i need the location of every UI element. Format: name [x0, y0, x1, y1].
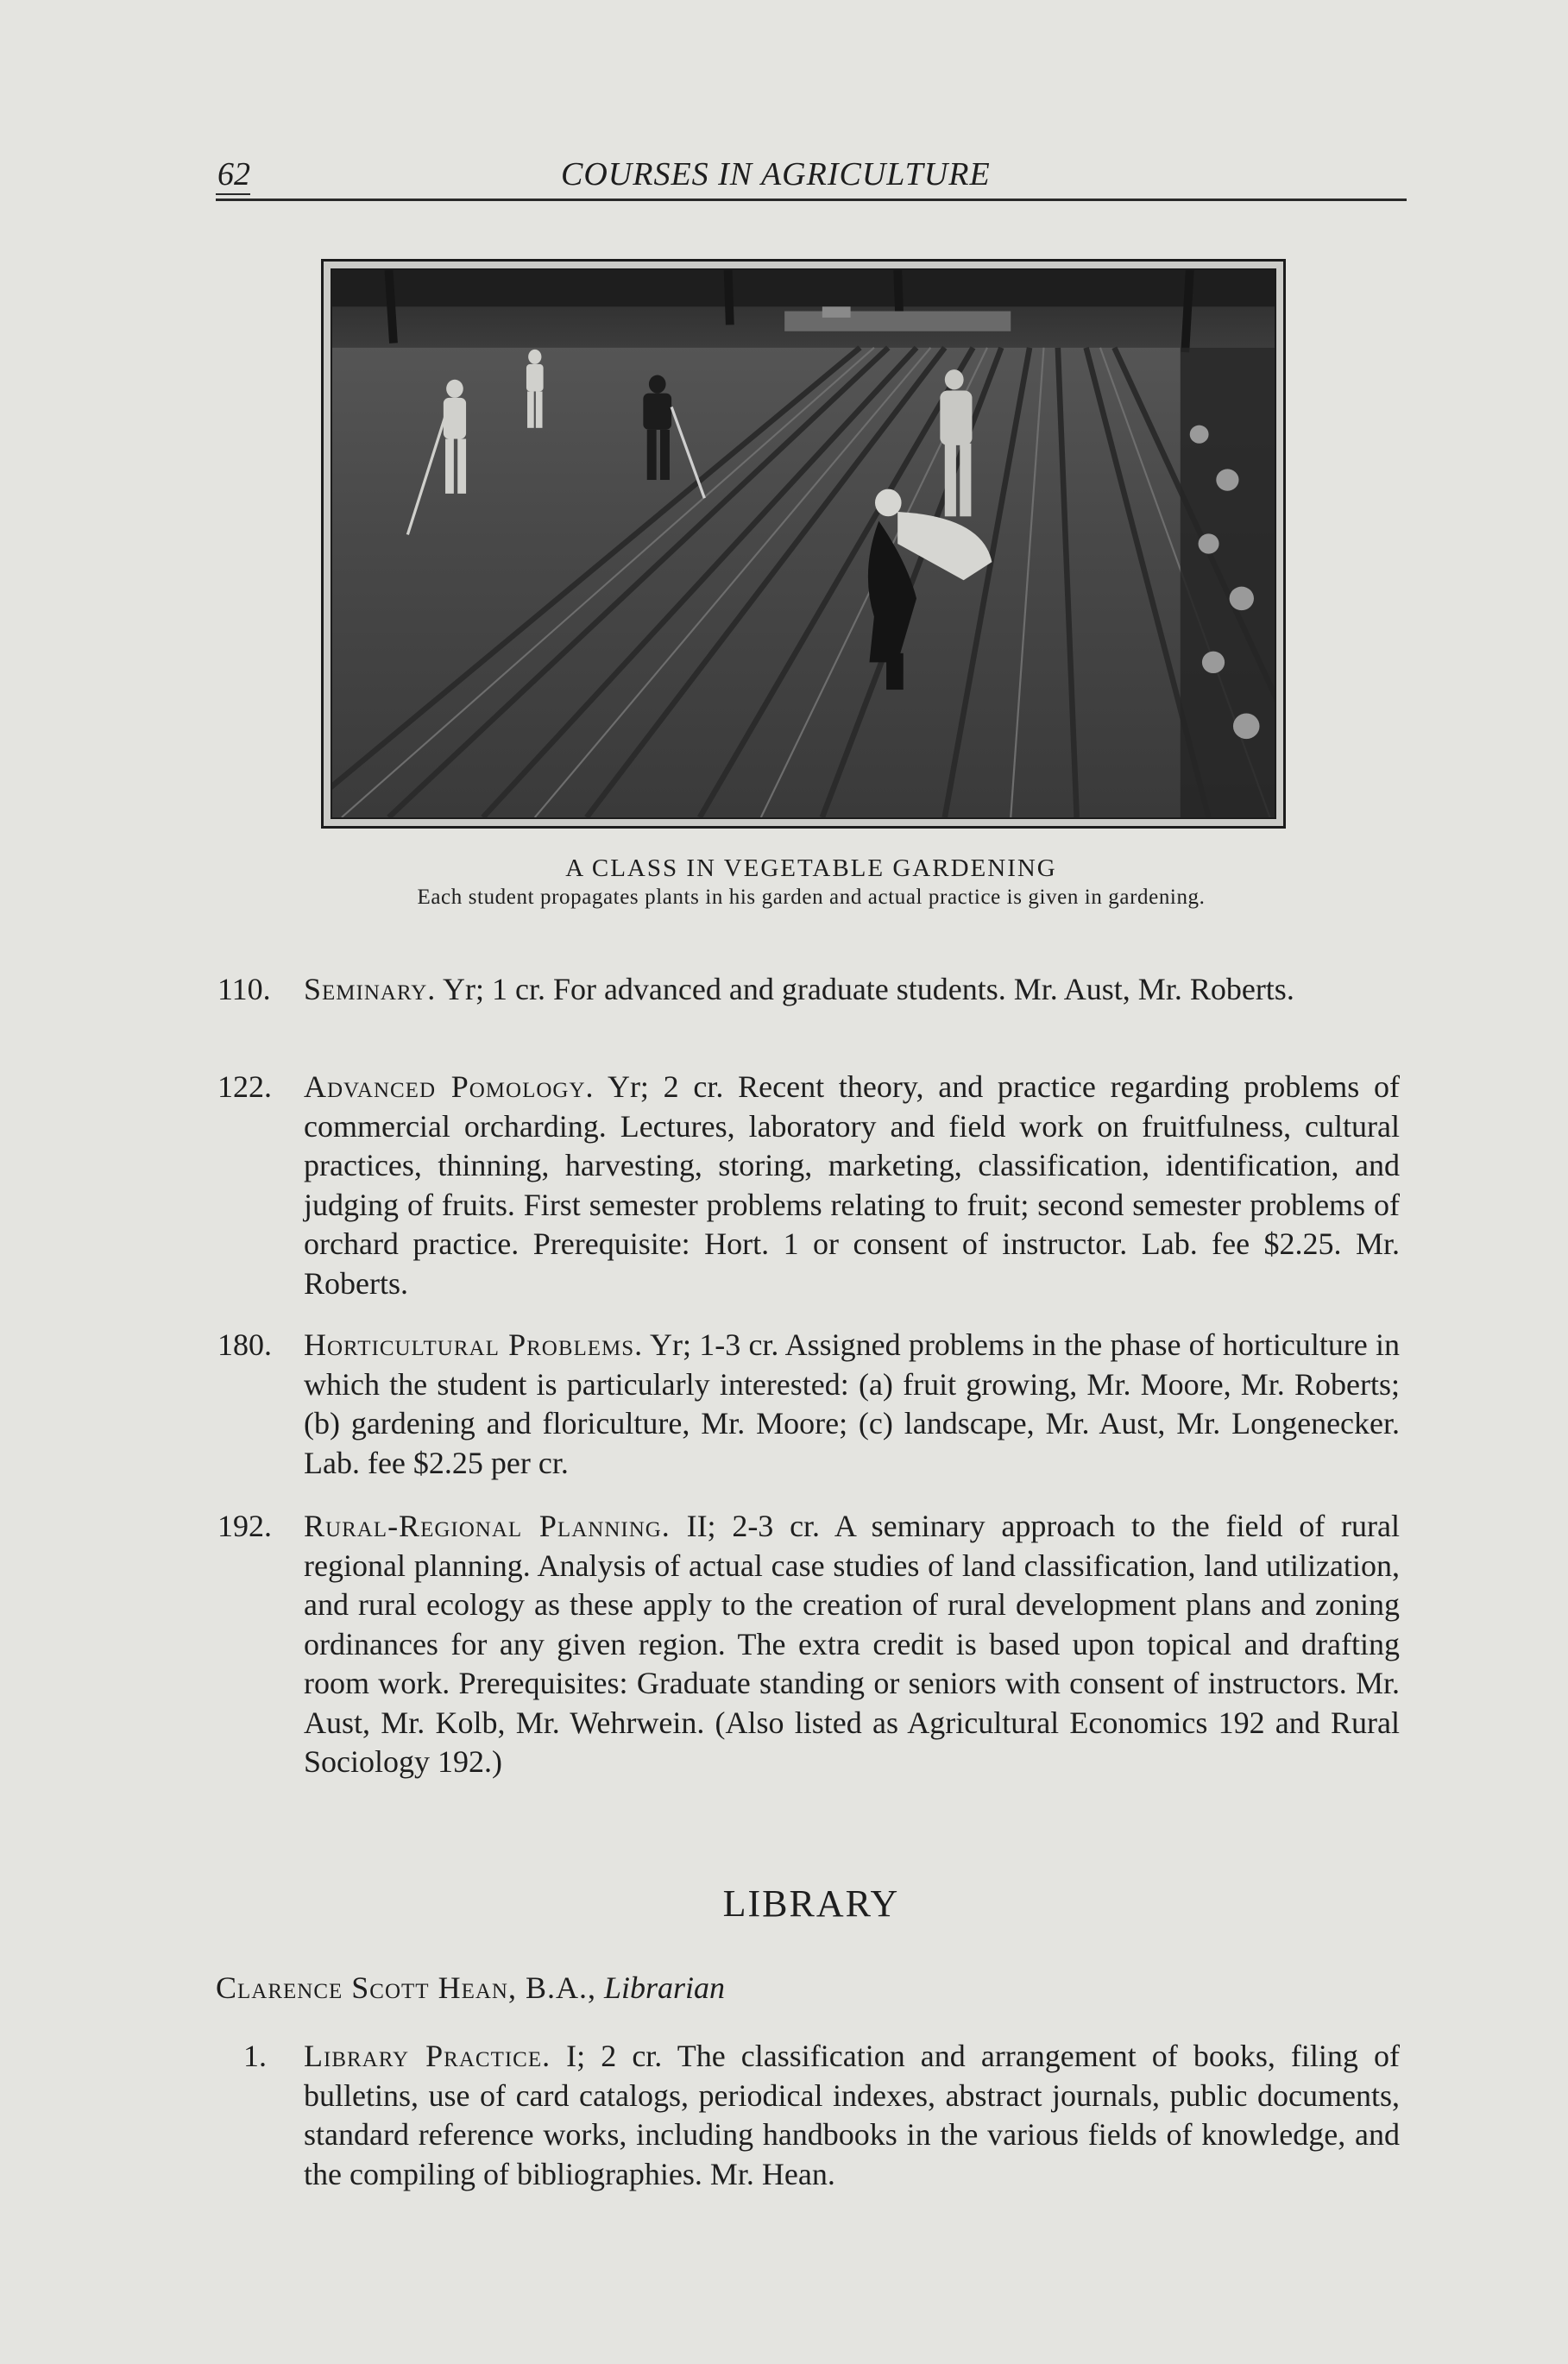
librarian-line	[216, 1970, 725, 2006]
gardening-photo	[331, 268, 1276, 819]
course-title: Rural-Regional Planning.	[304, 1509, 671, 1543]
course-title: Seminary.	[304, 972, 437, 1006]
gardening-photo-illustration	[332, 270, 1275, 817]
figure-caption-title: A CLASS IN VEGETABLE GARDENING	[565, 854, 1057, 882]
gardening-photo-frame	[321, 259, 1286, 829]
course-number: 192.	[217, 1509, 272, 1543]
course-entry-library-1	[217, 2037, 1400, 2194]
course-number: 110.	[217, 972, 271, 1006]
course-number: 122.	[217, 1069, 272, 1104]
course-title: Horticultural Problems.	[304, 1327, 644, 1362]
course-number: 1.	[243, 2039, 267, 2073]
librarian-role: Librarian	[603, 1970, 726, 2005]
course-description: Yr; 1 cr. For advanced and graduate students. Mr. Aust, Mr. Roberts.	[436, 972, 1294, 1006]
library-heading: LIBRARY	[722, 1882, 900, 1925]
course-description: II; 2-3 cr. A seminary approach to the field of rural regional planning. Analysis of actual case studies of land classification, land utilization, and rural ecology as these apply to the creation of rural development plans and zoning ordinances for any given region. The extra credit is based upon topical and drafting room work. Prerequisites: Graduate standing or seniors with consent of instructors. Mr. Aust, Mr. Kolb, Mr. Wehrwein. (Also listed as Agricultural Economics 192 and Rural Sociology 192.)	[304, 1509, 1400, 1779]
course-description: Yr; 2 cr. Recent theory, and practice regarding problems of commercial orcharding. Lectures, laboratory and field work on fruitfulness, cultural practices, thinning, harvesting, storing, marketing, classification, identification, and judging of fruits. First semester problems relating to fruit; second semester problems of orchard practice. Prerequisite: Hort. 1 or consent of instructor. Lab. fee $2.25. Mr. Roberts.	[304, 1069, 1400, 1301]
running-head	[216, 154, 1407, 201]
course-description: Yr; 1-3 cr. Assigned problems in the phase of horticulture in which the student is particularly interested: (a) fruit growing, Mr. Moore, Mr. Roberts; (b) gardening and floriculture, Mr. Moore; (c) landscape, Mr. Aust, Mr. Longenecker. Lab. fee $2.25 per cr.	[304, 1327, 1401, 1480]
course-title: Advanced Pomology.	[304, 1069, 595, 1104]
course-entry-122	[217, 1068, 1400, 1303]
course-entry-180	[217, 1326, 1400, 1483]
course-number: 180.	[217, 1327, 272, 1362]
librarian-name: Clarence Scott Hean, B.A.,	[216, 1970, 596, 2005]
course-entry-110	[217, 970, 1400, 1010]
course-entry-192	[217, 1507, 1400, 1782]
page-number-rule	[216, 193, 250, 195]
running-head-title: COURSES IN AGRICULTURE	[561, 156, 991, 192]
figure-caption-text: Each student propagates plants in his garden and actual practice is given in gardening.	[417, 886, 1206, 909]
course-title: Library Practice.	[304, 2039, 551, 2073]
page-number: 62	[217, 156, 250, 192]
course-description: I; 2 cr. The classification and arrangement of books, filing of bulletins, use of card catalogs, periodical indexes, abstract journals, public documents, standard reference works, including handbooks in the various fields of knowledge, and the compiling of bibliographies. Mr. Hean.	[304, 2039, 1400, 2191]
